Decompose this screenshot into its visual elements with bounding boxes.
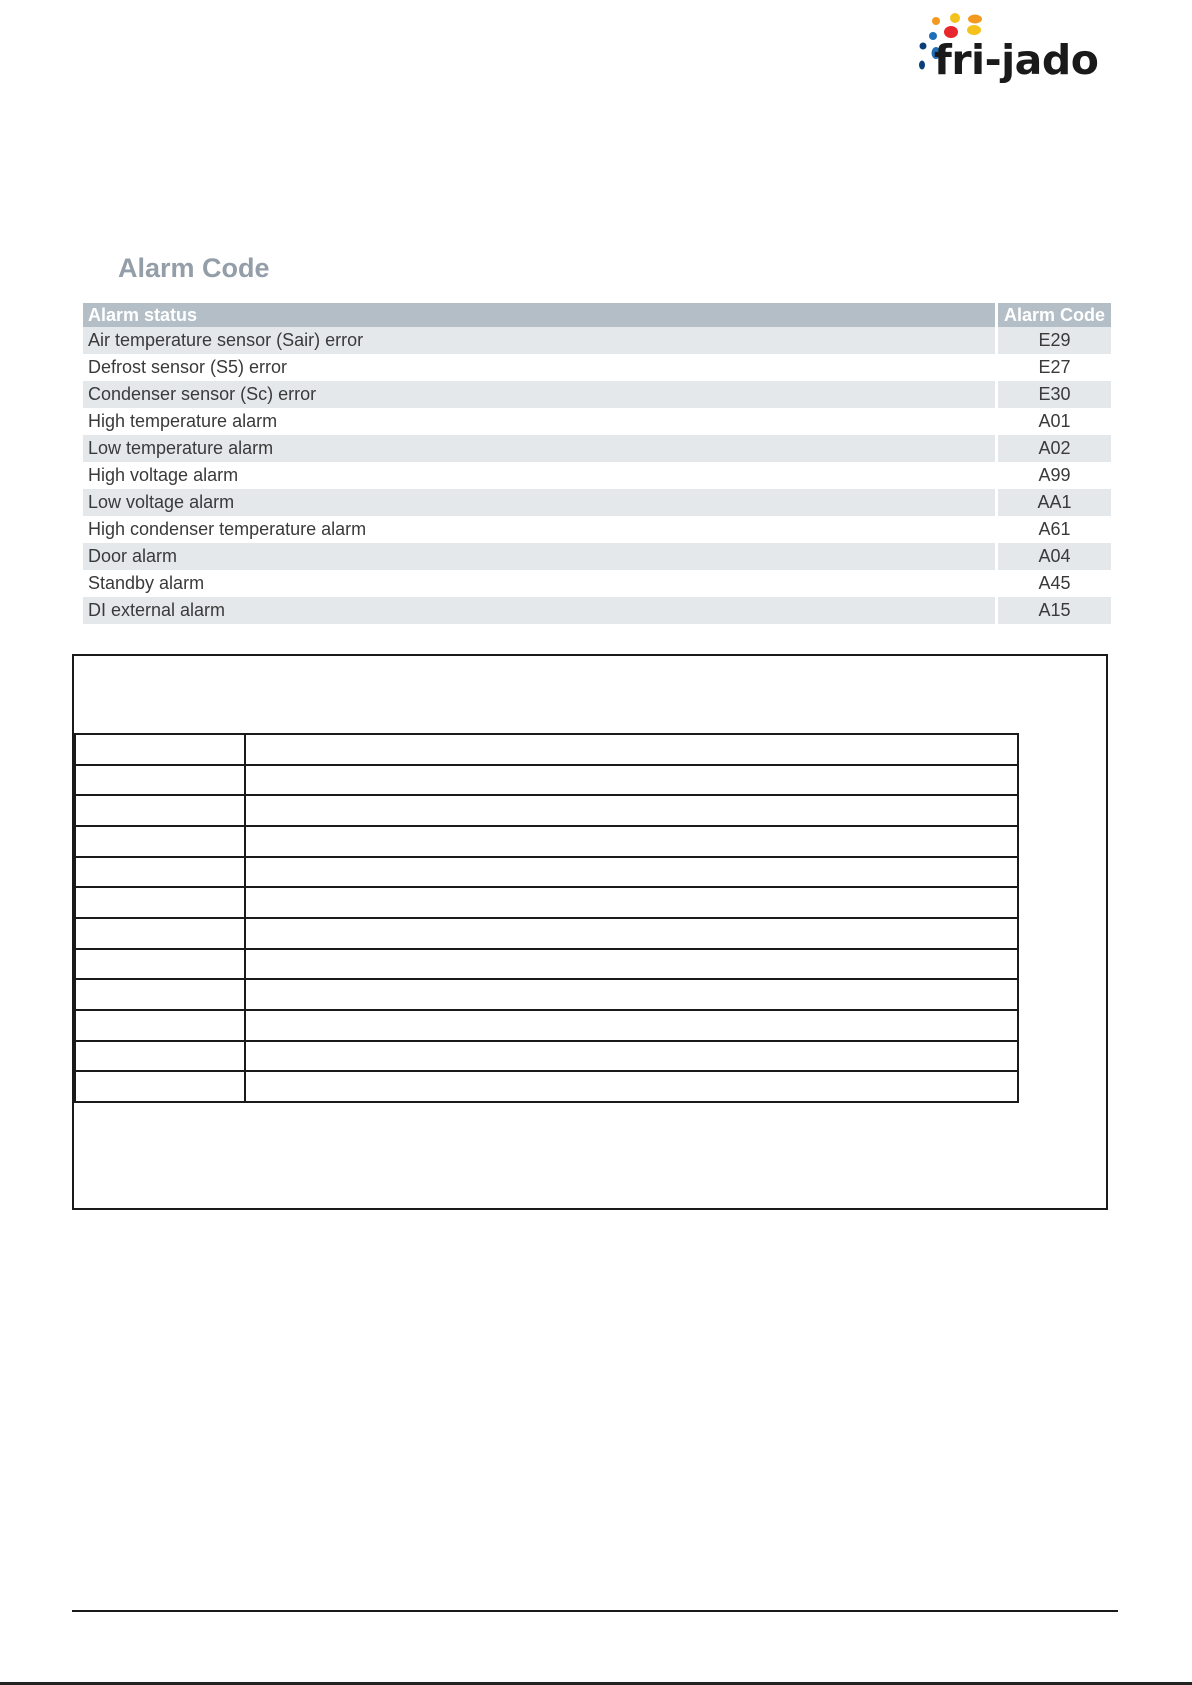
table-header-row [83,303,1111,327]
grid-row [75,918,1018,949]
logo-dot [920,43,927,50]
alarm-status-cell: Standby alarm [83,570,995,597]
grid-row [75,1071,1018,1102]
table-row [83,543,1111,570]
table-row [83,462,1111,489]
grid-cell [75,887,245,918]
grid-row [75,795,1018,826]
logo-dot [967,25,981,35]
grid-cell [245,887,1018,918]
grid-cell [75,949,245,980]
table-row [83,408,1111,435]
grid-cell [75,918,245,949]
alarm-code-cell: E30 [995,381,1111,408]
table-row [83,489,1111,516]
alarm-code-cell: AA1 [995,489,1111,516]
alarm-code-cell: A04 [995,543,1111,570]
alarm-code-cell: E29 [995,327,1111,354]
alarm-status-cell: Low temperature alarm [83,435,995,462]
alarm-code-cell: A01 [995,408,1111,435]
grid-cell [75,795,245,826]
alarm-code-cell: A61 [995,516,1111,543]
alarm-status-cell: Low voltage alarm [83,489,995,516]
grid-cell [75,1071,245,1102]
logo-wordmark: fri-jado [934,36,1099,84]
grid-row [75,1010,1018,1041]
alarm-code-cell: A02 [995,435,1111,462]
table-row [83,381,1111,408]
grid-cell [75,857,245,888]
table-row [83,354,1111,381]
grid-cell [245,1041,1018,1072]
grid-row [75,857,1018,888]
table-row [83,516,1111,543]
alarm-status-cell: Condenser sensor (Sc) error [83,381,995,408]
grid-cell [245,1071,1018,1102]
logo-dot [968,15,982,24]
header-alarm-code: Alarm Code [995,303,1111,327]
logo-dot [950,13,960,23]
footer-divider [72,1610,1118,1612]
alarm-code-cell: A15 [995,597,1111,624]
grid-cell [75,826,245,857]
alarm-code-cell: E27 [995,354,1111,381]
blank-grid-table [74,733,1019,1103]
grid-cell [245,1010,1018,1041]
grid-cell [75,979,245,1010]
grid-row [75,1041,1018,1072]
alarm-status-cell: DI external alarm [83,597,995,624]
table-row [83,435,1111,462]
grid-row [75,949,1018,980]
grid-cell [75,765,245,796]
grid-cell [245,979,1018,1010]
alarm-status-cell: High voltage alarm [83,462,995,489]
grid-row [75,887,1018,918]
grid-cell [245,857,1018,888]
grid-row [75,826,1018,857]
table-row [83,570,1111,597]
alarm-code-cell: A45 [995,570,1111,597]
grid-cell [245,734,1018,765]
alarm-status-cell: Air temperature sensor (Sair) error [83,327,995,354]
alarm-code-table [83,303,1111,624]
grid-cell [245,918,1018,949]
alarm-status-cell: High condenser temperature alarm [83,516,995,543]
grid-cell [245,765,1018,796]
logo-dot [919,61,925,70]
grid-cell [75,1041,245,1072]
grid-cell [75,1010,245,1041]
alarm-status-cell: Defrost sensor (S5) error [83,354,995,381]
alarm-status-cell: High temperature alarm [83,408,995,435]
grid-row [75,734,1018,765]
table-row [83,597,1111,624]
grid-cell [245,795,1018,826]
grid-row [75,765,1018,796]
alarm-code-cell: A99 [995,462,1111,489]
section-title: Alarm Code [118,253,270,283]
header-alarm-status: Alarm status [83,303,995,327]
grid-cell [75,734,245,765]
grid-cell [245,949,1018,980]
alarm-status-cell: Door alarm [83,543,995,570]
logo-dot [932,17,940,25]
grid-cell [245,826,1018,857]
grid-row [75,979,1018,1010]
table-row [83,327,1111,354]
